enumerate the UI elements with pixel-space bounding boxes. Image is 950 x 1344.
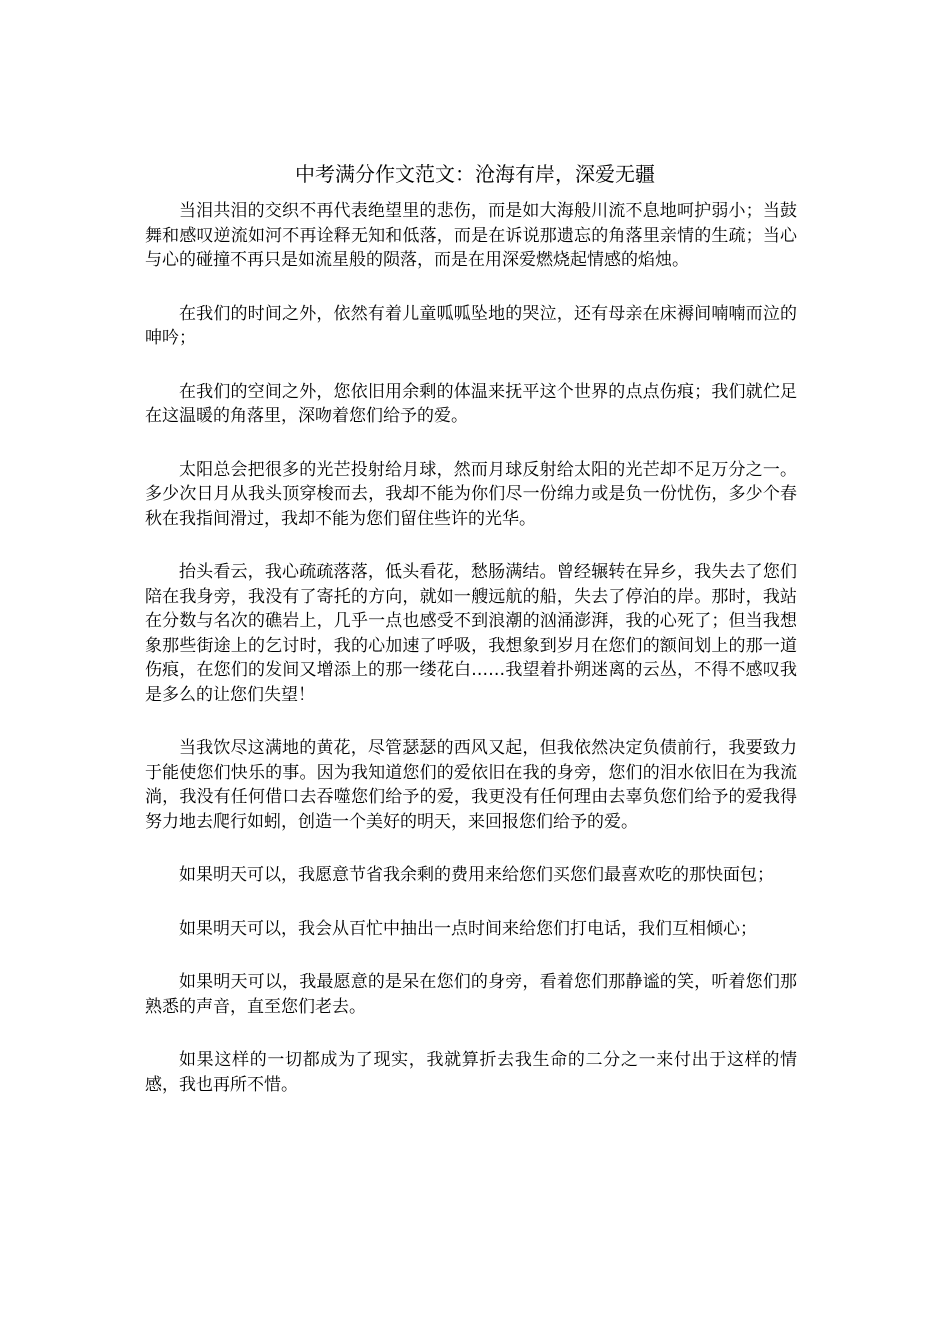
paragraph: 在我们的空间之外，您依旧用余剩的体温来抚平这个世界的点点伤痕；我们就伫足在这温暖的角落里，深吻着您们给予的爱。 [145,381,797,426]
paragraph: 当泪共泪的交织不再代表绝望里的悲伤，而是如大海般川流不息地呵护弱小；当鼓舞和感叹逆流如河不再诠释无知和低落，而是在诉说那遗忘的角落里亲情的生疏；当心与心的碰撞不再只是如流星般的陨落，而是在用深爱燃烧起情感的焰烛。 [145,201,797,270]
paragraph: 如果明天可以，我会从百忙中抽出一点时间来给您们打电话，我们互相倾心； [179,918,757,939]
paragraph: 如果明天可以，我愿意节省我余剩的费用来给您们买您们最喜欢吃的那快面包； [179,865,774,885]
paragraph: 抬头看云，我心疏疏落落，低头看花，愁肠满结。曾经辗转在异乡，我失去了您们陪在我身旁，我没有了寄托的方向，就如一艘远航的船，失去了停泊的岸。那时，我站在分数与名次的礁岩上，几乎一点也感受不到浪潮的汹涌澎湃，我的心死了；但当我想象那些街途上的乞讨时，我的心加速了呼吸，我想象到岁月在您们的额间划上的那一道伤痕，在您们的发间又增添上的那一缕花白……我望着扑朔迷离的云丛，不得不感叹我是多么的让您们失望！ [145,562,797,705]
paragraph: 如果这样的一切都成为了现实，我就算折去我生命的二分之一来付出于这样的情感，我也再所不惜。 [145,1050,797,1095]
document-title: 中考满分作文范文：沧海有岸，深爱无疆 [295,162,655,186]
document-body [145,199,797,1126]
paragraph: 如果明天可以，我最愿意的是呆在您们的身旁，看着您们那静谧的笑，听着您们那熟悉的声音，直至您们老去。 [145,972,797,1017]
paragraph: 在我们的时间之外，依然有着儿童呱呱坠地的哭泣，还有母亲在床褥间喃喃而泣的呻吟； [145,303,797,348]
paragraph: 太阳总会把很多的光芒投射给月球，然而月球反射给太阳的光芒却不足万分之一。多少次日月从我头顶穿梭而去，我却不能为你们尽一份绵力或是负一份忧伤，多少个春秋在我指间滑过，我却不能为您们留住些许的光华。 [145,459,797,529]
paragraph: 当我饮尽这满地的黄花，尽管瑟瑟的西风又起，但我依然决定负债前行，我要致力于能使您们快乐的事。因为我知道您们的爱依旧在我的身旁，您们的泪水依旧在为我流淌，我没有任何借口去吞噬您们给予的爱，我更没有任何理由去辜负您们给予的爱我得努力地去爬行如蚓，创造一个美好的明天，来回报您们给予的爱。 [145,738,797,832]
